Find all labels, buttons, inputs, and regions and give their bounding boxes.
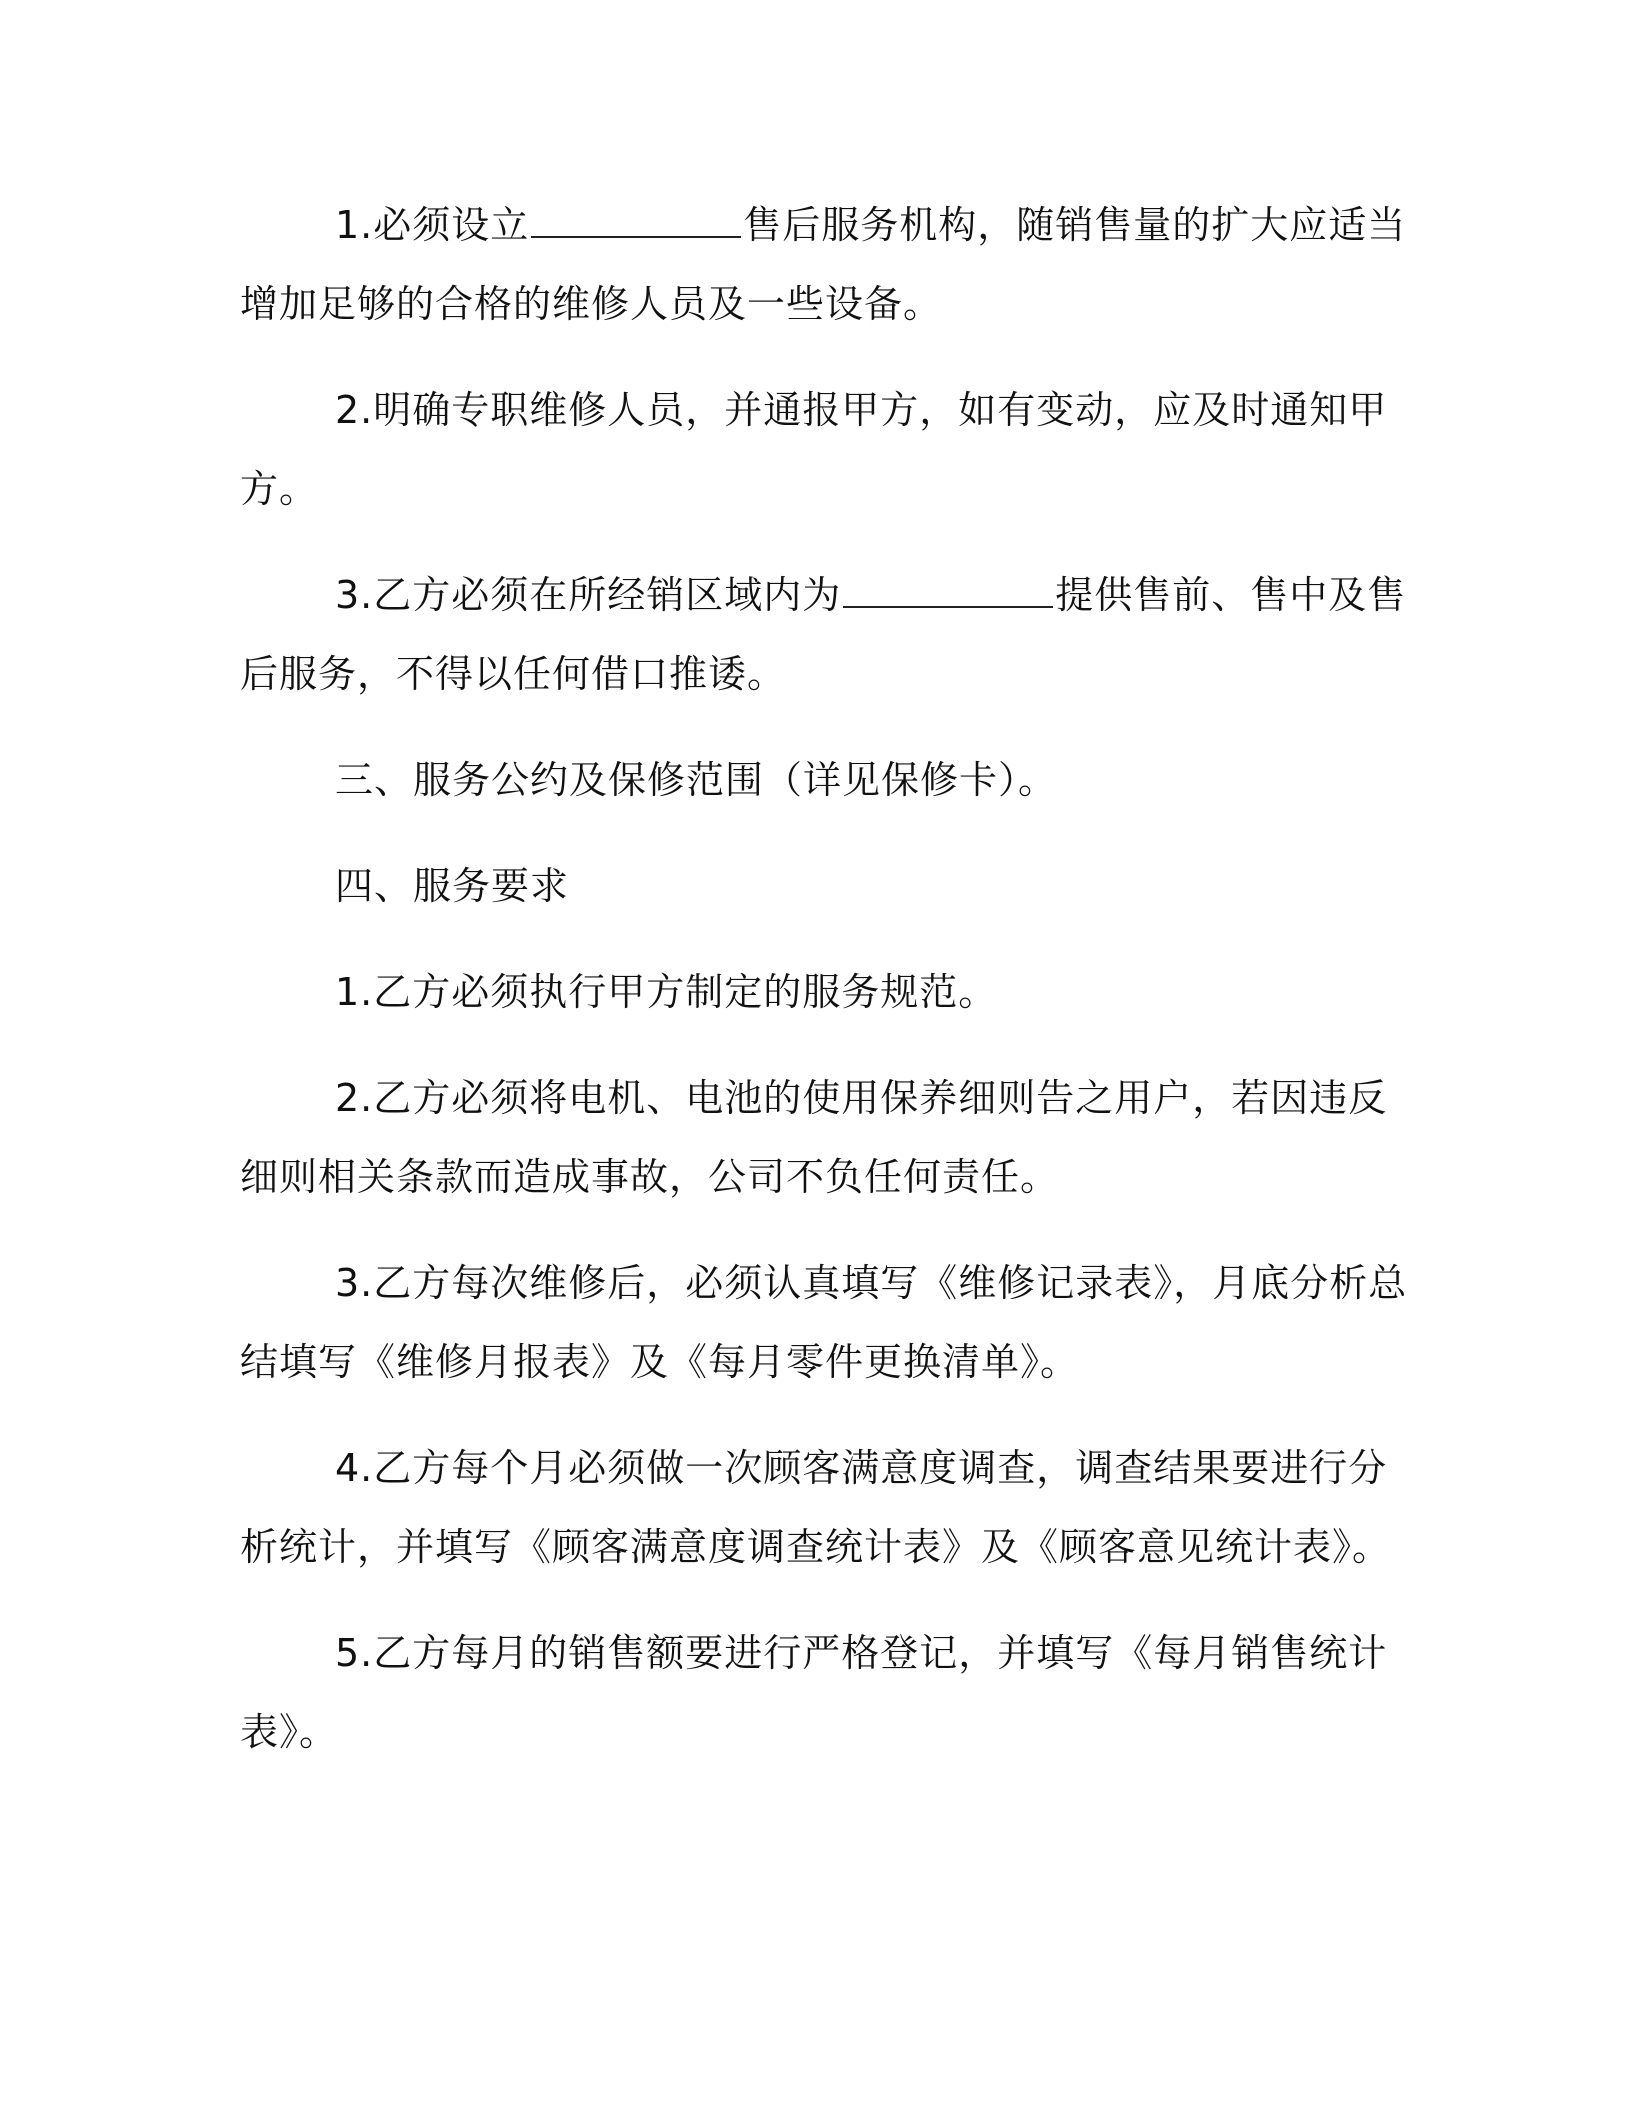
clause-text: 售后服务机构，随销售量的扩大应适当增加足够的合格的维修人员及一些设备。 — [240, 203, 1407, 326]
clause-text: 提供售前、售中及售后服务，不得以任何借口推诿。 — [240, 573, 1407, 696]
requirement-3 — [240, 1244, 1420, 1402]
requirement-5 — [240, 1614, 1420, 1772]
section-heading-text: 三、服务公约及保修范围（详见保修卡）。 — [335, 758, 1058, 802]
clause-2-maintenance-staff — [240, 371, 1420, 529]
requirement-text: 3.乙方每次维修后，必须认真填写《维修记录表》，月底分析总结填写《维修月报表》及《每月零件更换清单》。 — [240, 1261, 1408, 1384]
document-body — [240, 186, 1420, 1799]
clause-text: 1.必须设立 — [335, 203, 530, 247]
clause-text: 3.乙方必须在所经销区域内为 — [335, 573, 842, 617]
section-heading-text: 四、服务要求 — [335, 864, 570, 908]
clause-text: 2.明确专职维修人员，并通报甲方，如有变动，应及时通知甲方。 — [240, 388, 1388, 511]
section-heading-4 — [240, 847, 1420, 926]
fill-in-blank[interactable] — [531, 206, 741, 238]
fill-in-blank[interactable] — [843, 576, 1053, 608]
requirement-4 — [240, 1429, 1420, 1587]
section-heading-3 — [240, 741, 1420, 820]
clause-3-service-scope — [240, 556, 1420, 714]
requirement-2 — [240, 1059, 1420, 1217]
requirement-text: 1.乙方必须执行甲方制定的服务规范。 — [335, 970, 998, 1014]
requirement-text: 4.乙方每个月必须做一次顾客满意度调查，调查结果要进行分析统计，并填写《顾客满意度调查统计表》及《顾客意见统计表》。 — [240, 1446, 1392, 1569]
clause-1-service-agency — [240, 186, 1420, 344]
requirement-1 — [240, 953, 1420, 1032]
requirement-text: 5.乙方每月的销售额要进行严格登记，并填写《每月销售统计表》。 — [240, 1631, 1388, 1754]
requirement-text: 2.乙方必须将电机、电池的使用保养细则告之用户，若因违反细则相关条款而造成事故，公司不负任何责任。 — [240, 1076, 1388, 1199]
